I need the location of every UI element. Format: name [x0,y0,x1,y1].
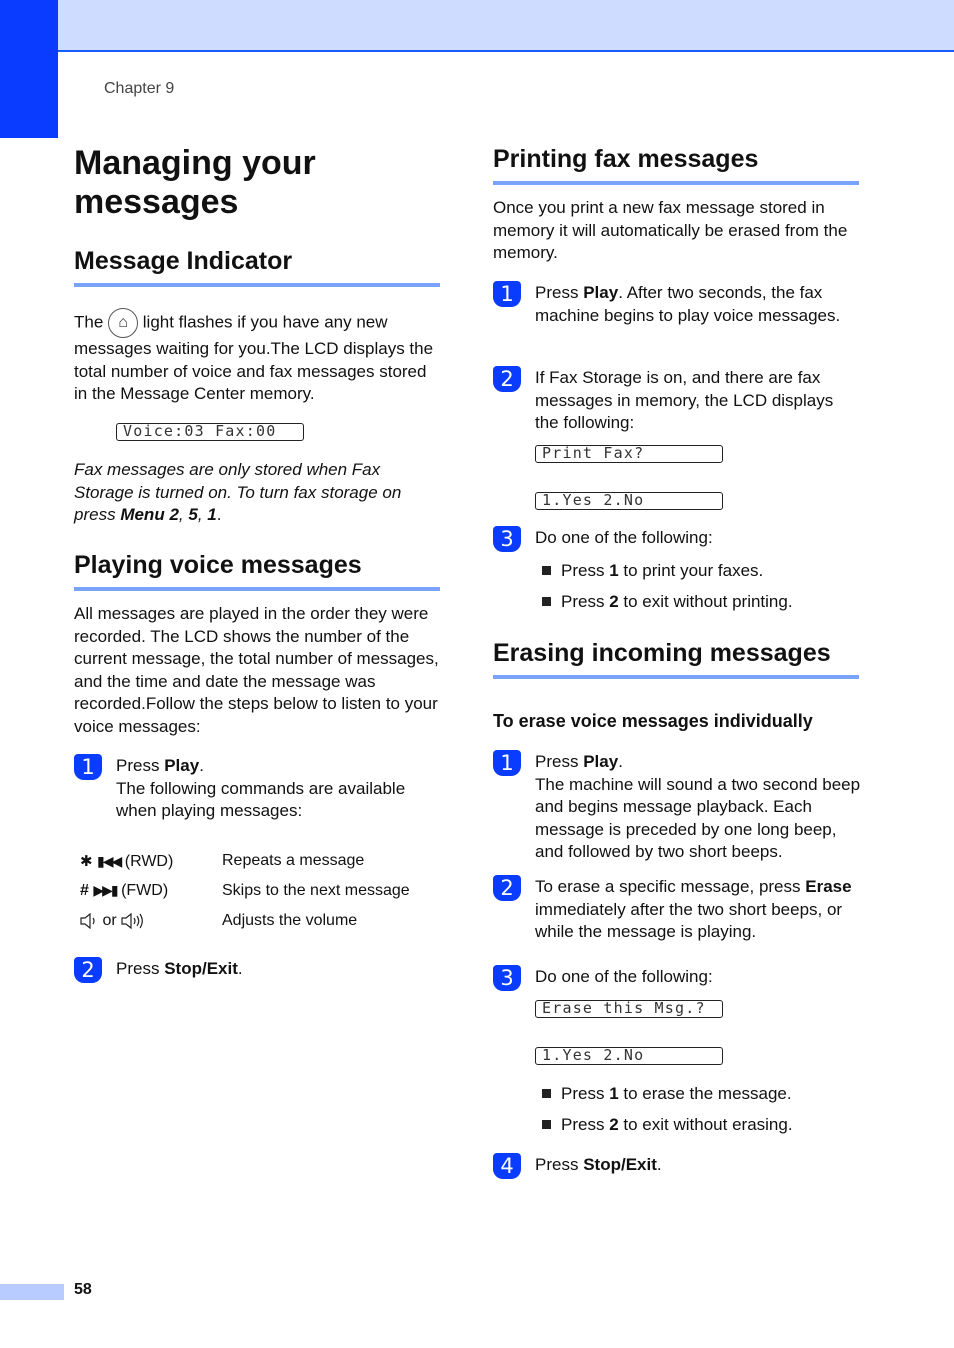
lcd-yes-no: 1.Yes 2.No [535,1047,723,1065]
fax-option-exit: Press 2 to exit without printing. [542,591,793,613]
step-text: Do one of the following: [535,528,713,547]
step-text: Press Stop/Exit. [116,959,243,978]
chapter-tab [0,0,58,138]
step-text: Press Play. The following commands are available when playing messages: [116,756,406,820]
star-key-icon: ✱ [80,853,93,870]
bullet-square-icon [542,566,551,575]
step-number-badge: 1 [74,754,102,780]
printing-fax-intro: Once you print a new fax message stored in memory it will automatically be erased from the memory. [493,198,848,262]
heading-message-indicator: Message Indicator [74,246,440,287]
bullet-square-icon [542,1089,551,1098]
message-home-icon: ⌂ [108,308,138,338]
step-text: If Fax Storage is on, and there are fax messages in memory, the LCD displays the following: [535,368,834,432]
step-text: Press Play. After two seconds, the fax machine begins to play voice messages. [535,283,841,325]
lcd-voice-fax-count: Voice:03 Fax:00 [116,423,304,441]
step-text: Do one of the following: [535,967,713,986]
fax-option-print: Press 1 to print your faxes. [542,560,763,582]
fast-forward-icon: ▶▶▮ [93,882,117,898]
step-number-badge: 2 [493,875,521,901]
footer-band [0,1284,64,1300]
hash-key-icon: # [80,882,89,899]
rewind-icon: ▮◀◀ [97,853,121,869]
fax-storage-note: Fax messages are only stored when Fax Storage is turned on. To turn fax storage on press Menu 2, 5, 1. [74,460,402,524]
lcd-yes-no: 1.Yes 2.No [535,492,723,510]
bullet-square-icon [542,597,551,606]
step-number-badge: 3 [493,526,521,552]
step-number-badge: 2 [74,957,102,983]
page-title: Managing your messages [74,144,316,221]
lcd-erase-msg: Erase this Msg.? [535,1000,723,1018]
heading-playing-voice: Playing voice messages [74,550,440,591]
volume-up-icon [121,912,145,930]
step-number-badge: 3 [493,965,521,991]
bullet-square-icon [542,1120,551,1129]
erase-option-erase: Press 1 to erase the message. [542,1083,792,1105]
header-band [0,0,954,52]
chapter-label: Chapter 9 [104,80,175,97]
lcd-print-fax: Print Fax? [535,445,723,463]
step-text: Press Play. The machine will sound a two second beep and begins message playback. Each message is preceded by one long beep, and followed by two short beeps. [535,752,861,861]
erase-option-exit: Press 2 to exit without erasing. [542,1114,793,1136]
message-indicator-text: The ⌂ light flashes if you have any new messages waiting for you.The LCD displays the total number of voice and fax messages stored in the Message Center memory. [74,308,440,406]
command-row-volume: or Adjusts the volume [80,912,442,930]
step-text: Press Stop/Exit. [535,1155,662,1174]
step-number-badge: 4 [493,1153,521,1179]
playing-voice-intro: All messages are played in the order they were recorded. The LCD shows the number of the current message, the total number of messages, and the time and date the message was recorded.Follow the steps below to listen to your voice messages: [74,604,439,736]
heading-printing-fax: Printing fax messages [493,144,859,185]
command-row-rwd: ✱ ▮◀◀ (RWD) Repeats a message [80,852,365,870]
subheading-erase-individually: To erase voice messages individually [493,711,813,731]
heading-erasing: Erasing incoming messages [493,638,859,679]
page-number: 58 [74,1281,92,1298]
command-row-fwd: # ▶▶▮ (FWD) Skips to the next message [80,882,410,899]
step-text: To erase a specific message, press Erase immediately after the two short beeps, or while the message is playing. [535,877,852,941]
step-number-badge: 2 [493,366,521,392]
step-number-badge: 1 [493,281,521,307]
step-number-badge: 1 [493,750,521,776]
volume-down-icon [80,913,98,929]
